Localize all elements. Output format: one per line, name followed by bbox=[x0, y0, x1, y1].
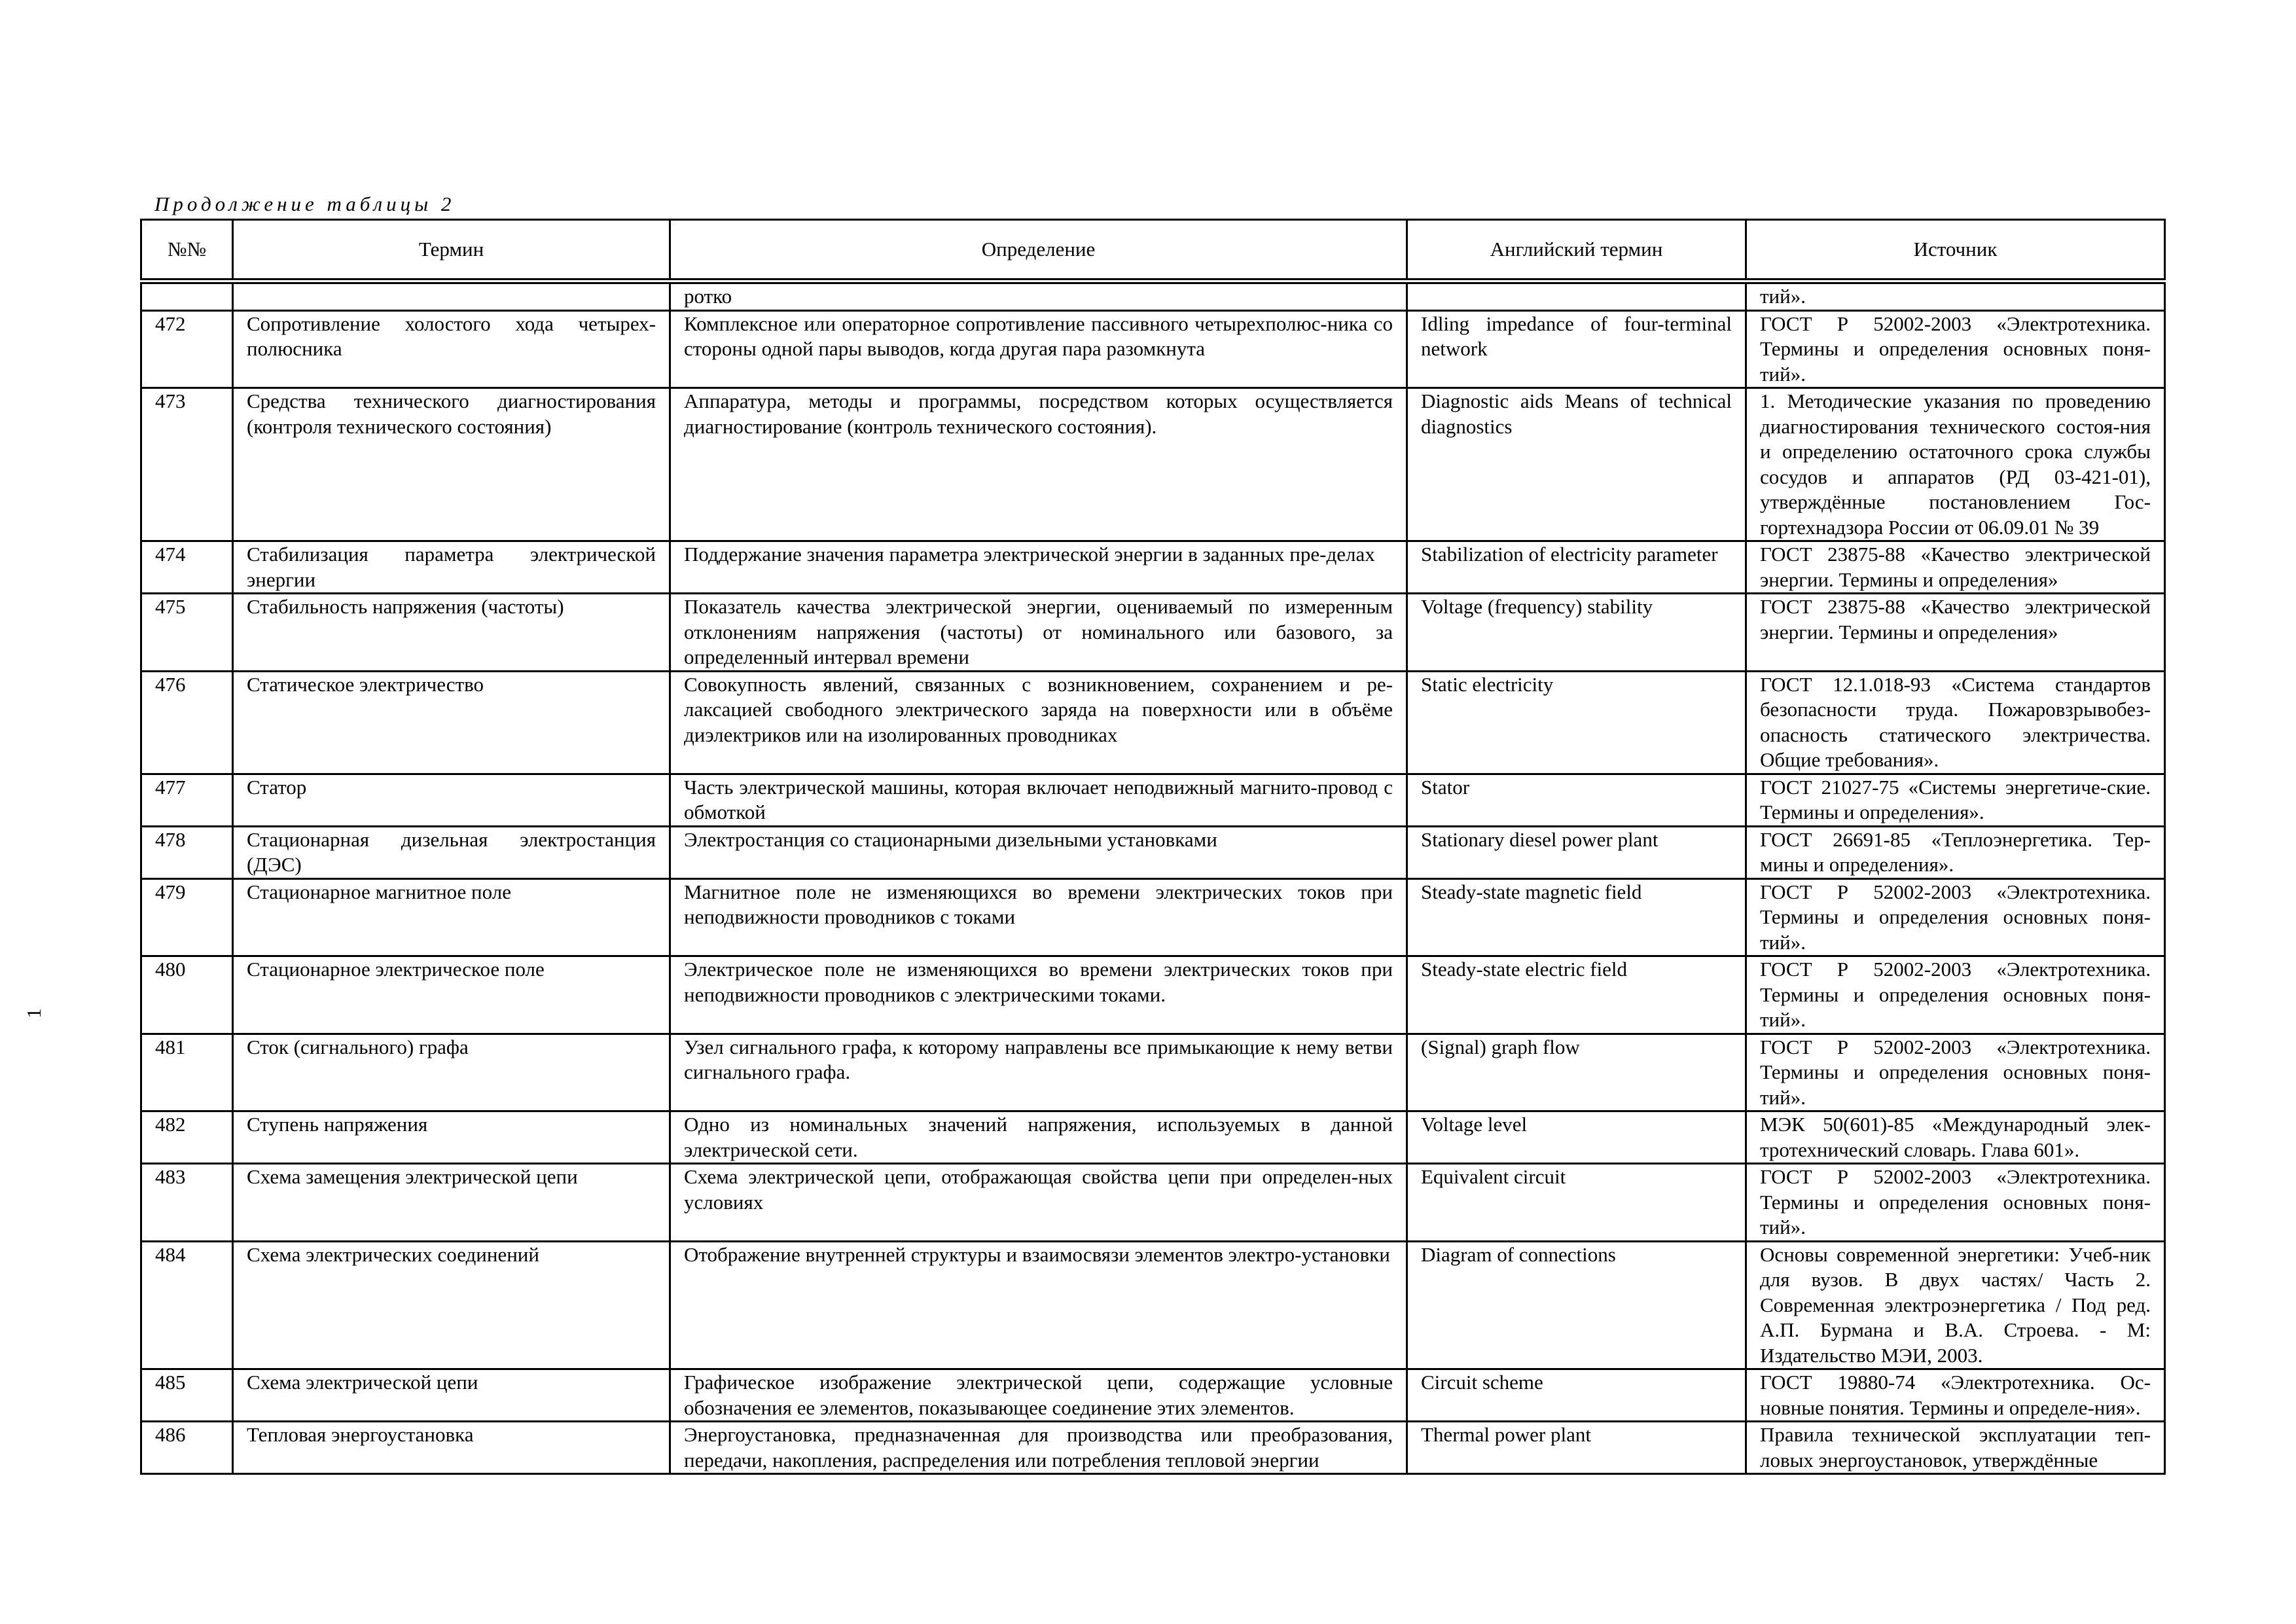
cell-definition: Комплексное или операторное сопротивление пассивного четырехполюс-ника со стороны одной пары выводов, когда другая пара разомкнута bbox=[670, 310, 1407, 388]
cell-num: 476 bbox=[141, 671, 233, 774]
table-row bbox=[141, 1034, 2165, 1111]
cell-definition: Электрическое поле не изменяющихся во времени электрических токов при неподвижности проводников с электрическими токами. bbox=[670, 956, 1407, 1034]
cell-source: тий». bbox=[1746, 281, 2165, 311]
cell-definition: Часть электрической машины, которая включает неподвижный магнито-провод с обмоткой bbox=[670, 774, 1407, 826]
cell-term: Сопротивление холостого хода четырех-полюсника bbox=[233, 310, 670, 388]
header-english: Английский термин bbox=[1407, 220, 1746, 281]
cell-english: Idling impedance of four-terminal network bbox=[1407, 310, 1746, 388]
table-row bbox=[141, 1164, 2165, 1242]
cell-num: 475 bbox=[141, 594, 233, 672]
cell-source: ГОСТ 23875-88 «Качество электрической энергии. Термины и определения» bbox=[1746, 594, 2165, 672]
cell-term bbox=[233, 281, 670, 311]
cell-term: Сток (сигнального) графа bbox=[233, 1034, 670, 1111]
cell-definition: ротко bbox=[670, 281, 1407, 311]
cell-definition: Узел сигнального графа, к которому направлены все примыкающие к нему ветви сигнального графа. bbox=[670, 1034, 1407, 1111]
table-row bbox=[141, 671, 2165, 774]
cell-definition: Энергоустановка, предназначенная для производства или преобразования, передачи, накопления, распределения или потребления тепловой энергии bbox=[670, 1422, 1407, 1474]
table-caption: Продолжение таблицы 2 bbox=[154, 192, 456, 215]
cell-num: 482 bbox=[141, 1111, 233, 1164]
cell-term: Схема электрической цепи bbox=[233, 1369, 670, 1422]
cell-source: ГОСТ Р 52002-2003 «Электротехника. Термины и определения основных поня-тий». bbox=[1746, 310, 2165, 388]
table-row bbox=[141, 956, 2165, 1034]
header-term: Термин bbox=[233, 220, 670, 281]
cell-num bbox=[141, 281, 233, 311]
cell-num: 481 bbox=[141, 1034, 233, 1111]
cell-term: Стационарное магнитное поле bbox=[233, 878, 670, 956]
cell-english: Steady-state electric field bbox=[1407, 956, 1746, 1034]
terms-table bbox=[140, 219, 2166, 1475]
cell-num: 479 bbox=[141, 878, 233, 956]
cell-source: Основы современной энергетики: Учеб-ник для вузов. В двух частях/ Часть 2. Современная электроэнергетика / Под ред. А.П. Бурмана и В.А. Строева. - М: Издательство МЭИ, 2003. bbox=[1746, 1241, 2165, 1369]
cell-english bbox=[1407, 281, 1746, 311]
cell-english: Stator bbox=[1407, 774, 1746, 826]
cell-english: Thermal power plant bbox=[1407, 1422, 1746, 1474]
cell-term: Ступень напряжения bbox=[233, 1111, 670, 1164]
cell-num: 485 bbox=[141, 1369, 233, 1422]
cell-source: Правила технической эксплуатации теп-ловых энергоустановок, утверждённые bbox=[1746, 1422, 2165, 1474]
cell-term: Средства технического диагностирования (контроля технического состояния) bbox=[233, 388, 670, 541]
cell-english: Voltage level bbox=[1407, 1111, 1746, 1164]
cell-definition: Графическое изображение электрической цепи, содержащие условные обозначения ее элементов, показывающее соединение этих элементов. bbox=[670, 1369, 1407, 1422]
cell-source: ГОСТ 21027-75 «Системы энергетиче-ские. Термины и определения». bbox=[1746, 774, 2165, 826]
cell-num: 480 bbox=[141, 956, 233, 1034]
cell-source: ГОСТ Р 52002-2003 «Электротехника. Термины и определения основных поня-тий». bbox=[1746, 1164, 2165, 1242]
table-header bbox=[141, 220, 2165, 281]
cell-english: (Signal) graph flow bbox=[1407, 1034, 1746, 1111]
cell-english: Diagram of connections bbox=[1407, 1241, 1746, 1369]
cell-definition: Одно из номинальных значений напряжения, используемых в данной электрической сети. bbox=[670, 1111, 1407, 1164]
cell-term: Статор bbox=[233, 774, 670, 826]
cell-source: МЭК 50(601)-85 «Международный элек-тротехнический словарь. Глава 601». bbox=[1746, 1111, 2165, 1164]
cell-english: Static electricity bbox=[1407, 671, 1746, 774]
cell-num: 473 bbox=[141, 388, 233, 541]
header-num: №№ bbox=[141, 220, 233, 281]
table-row bbox=[141, 1422, 2165, 1474]
cell-definition: Отображение внутренней структуры и взаимосвязи элементов электро-установки bbox=[670, 1241, 1407, 1369]
cell-source: ГОСТ 12.1.018-93 «Система стандартов безопасности труда. Пожаровзрывобез-опасность статического электричества. Общие требования». bbox=[1746, 671, 2165, 774]
cell-english: Circuit scheme bbox=[1407, 1369, 1746, 1422]
margin-page-mark: 1 bbox=[22, 1008, 45, 1019]
cell-num: 472 bbox=[141, 310, 233, 388]
table-row bbox=[141, 1369, 2165, 1422]
cell-term: Стабильность напряжения (частоты) bbox=[233, 594, 670, 672]
cell-english: Equivalent circuit bbox=[1407, 1164, 1746, 1242]
table-row bbox=[141, 594, 2165, 672]
cell-definition: Показатель качества электрической энергии, оцениваемый по измеренным отклонениям напряжения (частоты) от номинального или базового, за определенный интервал времени bbox=[670, 594, 1407, 672]
cell-term: Стационарное электрическое поле bbox=[233, 956, 670, 1034]
cell-english: Diagnostic aids Means of technical diagnostics bbox=[1407, 388, 1746, 541]
cell-english: Stationary diesel power plant bbox=[1407, 826, 1746, 878]
cell-definition: Аппаратура, методы и программы, посредством которых осуществляется диагностирование (контроль технического состояния). bbox=[670, 388, 1407, 541]
table-row bbox=[141, 878, 2165, 956]
table-row bbox=[141, 541, 2165, 594]
cell-term: Схема замещения электрической цепи bbox=[233, 1164, 670, 1242]
cell-source: ГОСТ Р 52002-2003 «Электротехника. Термины и определения основных поня-тий». bbox=[1746, 878, 2165, 956]
header-source: Источник bbox=[1746, 220, 2165, 281]
table-row bbox=[141, 826, 2165, 878]
cell-english: Stabilization of electricity parameter bbox=[1407, 541, 1746, 594]
cell-term: Статическое электричество bbox=[233, 671, 670, 774]
cell-term: Стабилизация параметра электрической энергии bbox=[233, 541, 670, 594]
cell-term: Стационарная дизельная электростанция (ДЭС) bbox=[233, 826, 670, 878]
cell-source: ГОСТ Р 52002-2003 «Электротехника. Термины и определения основных поня-тий». bbox=[1746, 956, 2165, 1034]
cell-english: Steady-state magnetic field bbox=[1407, 878, 1746, 956]
cell-english: Voltage (frequency) stability bbox=[1407, 594, 1746, 672]
cell-source: ГОСТ 26691-85 «Теплоэнергетика. Тер-мины и определения». bbox=[1746, 826, 2165, 878]
cell-source: ГОСТ Р 52002-2003 «Электротехника. Термины и определения основных поня-тий». bbox=[1746, 1034, 2165, 1111]
cell-num: 486 bbox=[141, 1422, 233, 1474]
cell-term: Схема электрических соединений bbox=[233, 1241, 670, 1369]
table-row bbox=[141, 310, 2165, 388]
cell-definition: Магнитное поле не изменяющихся во времени электрических токов при неподвижности проводников с токами bbox=[670, 878, 1407, 956]
cell-definition: Электростанция со стационарными дизельными установками bbox=[670, 826, 1407, 878]
table-row bbox=[141, 1241, 2165, 1369]
table-row bbox=[141, 774, 2165, 826]
table-row-continued bbox=[141, 281, 2165, 311]
cell-source: 1. Методические указания по проведению диагностирования технического состоя-ния и определению остаточного срока службы сосудов и аппаратов (РД 03-421-01), утверждённые постановлением Гос-гортехнадзора России от 06.09.01 № 39 bbox=[1746, 388, 2165, 541]
cell-num: 484 bbox=[141, 1241, 233, 1369]
table-body bbox=[141, 281, 2165, 1474]
cell-num: 478 bbox=[141, 826, 233, 878]
cell-num: 477 bbox=[141, 774, 233, 826]
cell-definition: Поддержание значения параметра электрической энергии в заданных пре-делах bbox=[670, 541, 1407, 594]
header-definition: Определение bbox=[670, 220, 1407, 281]
table-row bbox=[141, 388, 2165, 541]
cell-source: ГОСТ 23875-88 «Качество электрической энергии. Термины и определения» bbox=[1746, 541, 2165, 594]
table-row bbox=[141, 1111, 2165, 1164]
cell-num: 474 bbox=[141, 541, 233, 594]
cell-source: ГОСТ 19880-74 «Электротехника. Ос-новные понятия. Термины и определе-ния». bbox=[1746, 1369, 2165, 1422]
cell-definition: Схема электрической цепи, отображающая свойства цепи при определен-ных условиях bbox=[670, 1164, 1407, 1242]
cell-term: Тепловая энергоустановка bbox=[233, 1422, 670, 1474]
cell-definition: Совокупность явлений, связанных с возникновением, сохранением и ре-лаксацией свободного электрического заряда на поверхности или в объёме диэлектриков или на изолированных проводниках bbox=[670, 671, 1407, 774]
cell-num: 483 bbox=[141, 1164, 233, 1242]
